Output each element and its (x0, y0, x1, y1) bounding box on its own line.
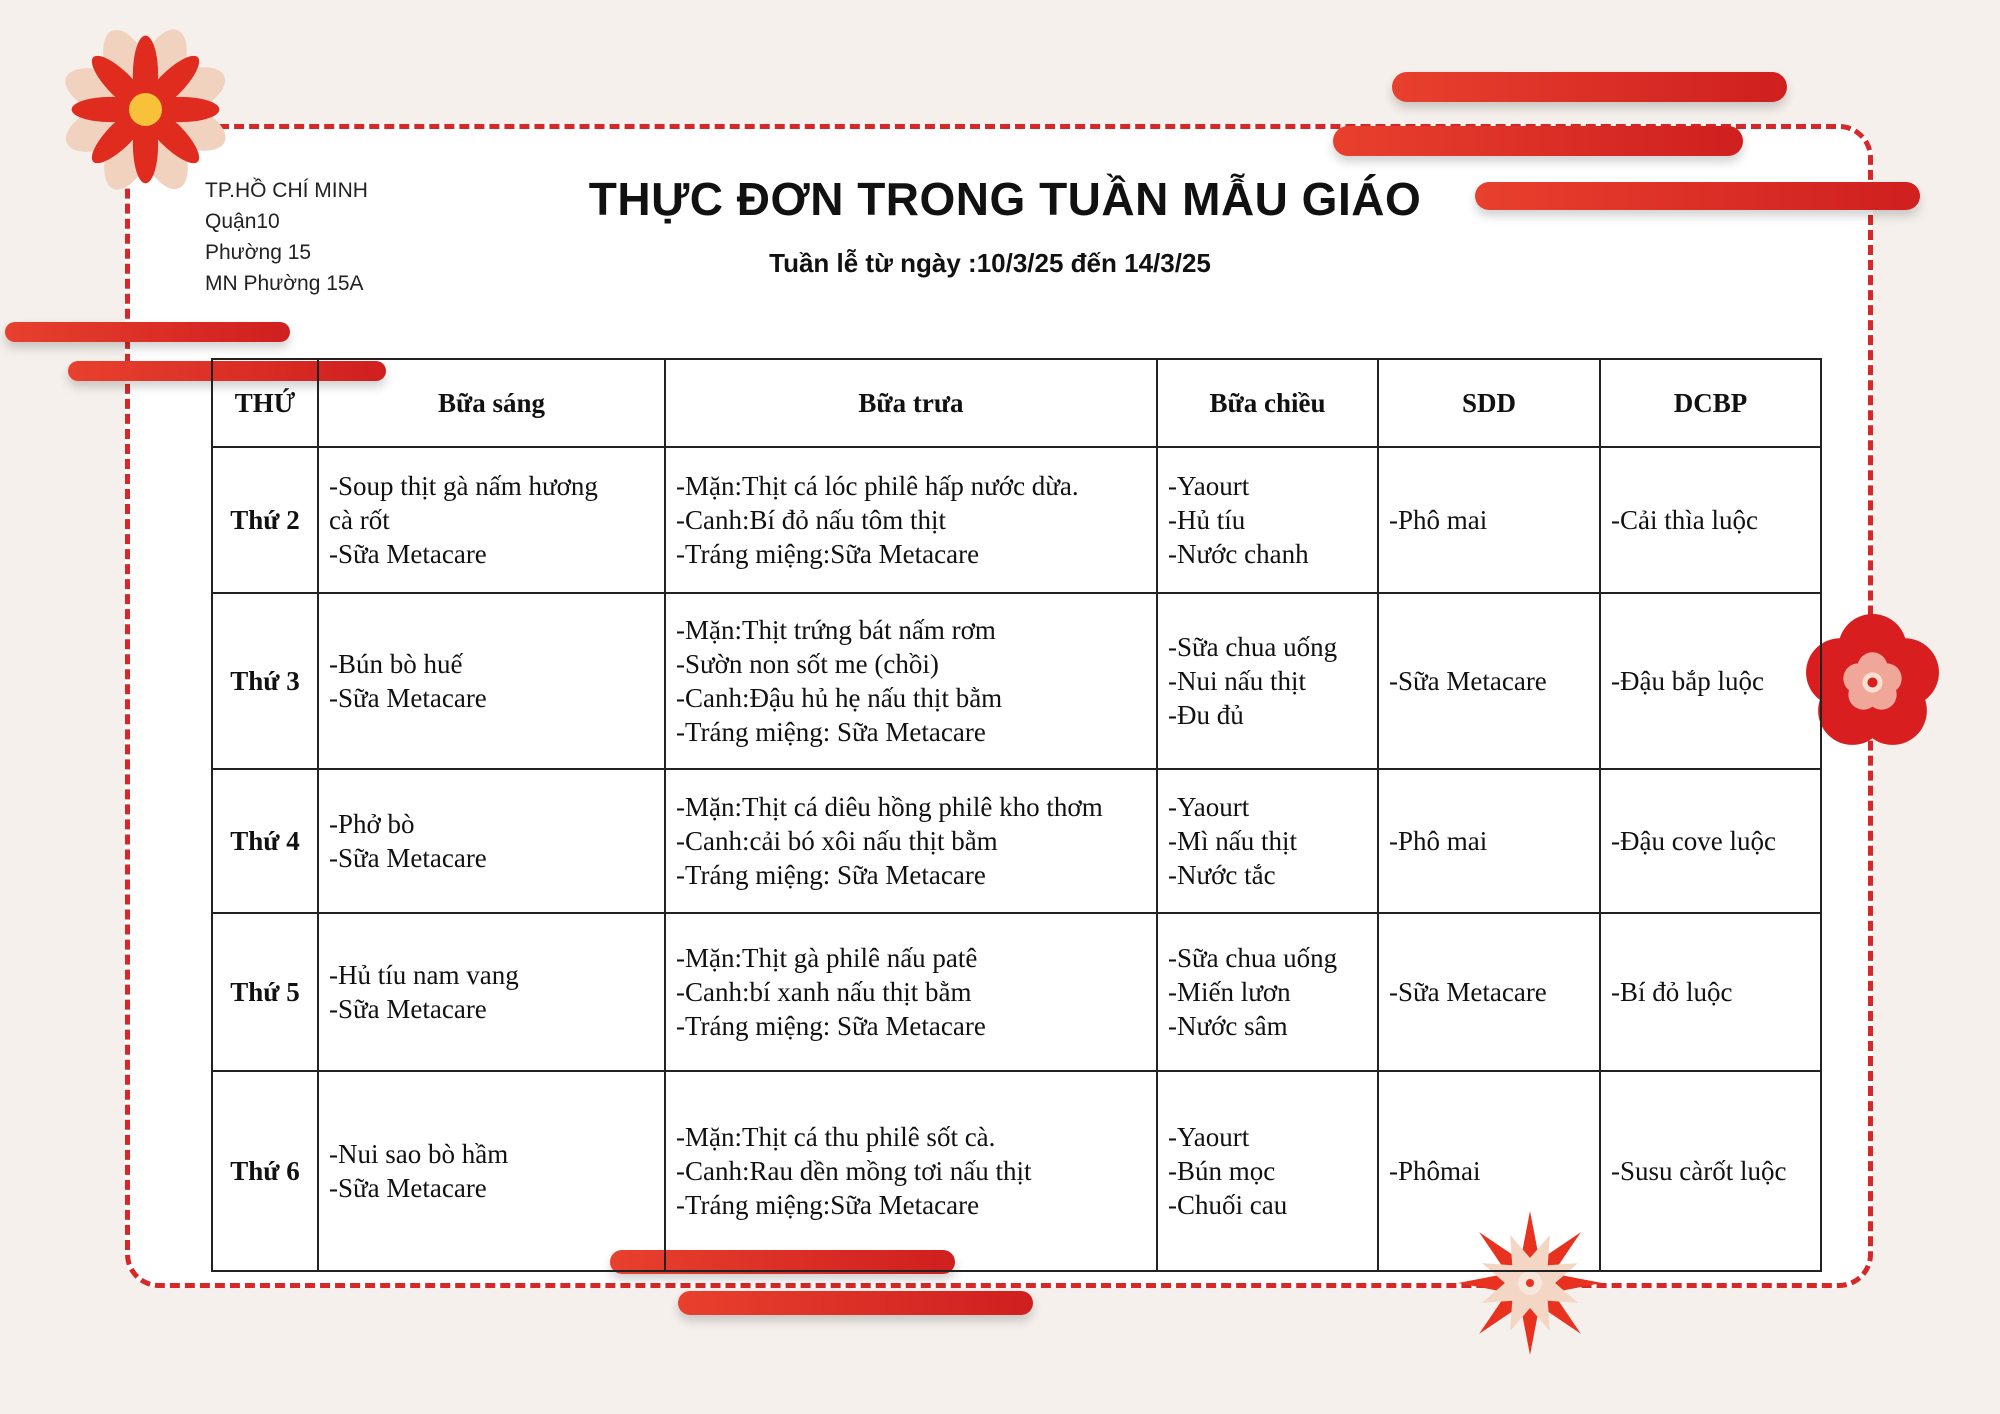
breakfast-cell (318, 913, 665, 1071)
menu-item: -Cải thìa luộc (1611, 505, 1758, 535)
menu-item: -Nui sao bò hầm (329, 1139, 509, 1169)
lunch-cell (665, 593, 1157, 769)
school-label: MN Phường 15A (205, 272, 364, 295)
dcbp-cell (1600, 769, 1821, 913)
menu-item: -Mặn:Thịt cá lóc philê hấp nước dừa. (676, 471, 1079, 501)
menu-item: -Sữa Metacare (329, 994, 487, 1024)
menu-item: -Tráng miệng: Sữa Metacare (676, 1011, 986, 1041)
week-range: Tuần lễ từ ngày :10/3/25 đến 14/3/25 (769, 248, 1211, 278)
menu-item: -Yaourt (1168, 471, 1250, 501)
menu-item: -Hủ tíu (1168, 505, 1246, 535)
menu-item: -Bí đỏ luộc (1611, 977, 1733, 1007)
menu-item: -Nước tắc (1168, 860, 1276, 890)
lunch-cell (665, 447, 1157, 593)
decor-bar (1392, 72, 1787, 102)
column-header: THỨ (212, 359, 318, 447)
menu-item: -Hủ tíu nam vang (329, 960, 519, 990)
lunch-cell (665, 913, 1157, 1071)
menu-item: -Canh:bí xanh nấu thịt bằm (676, 977, 972, 1007)
menu-item: -Mặn:Thịt cá diêu hồng philê kho thơm (676, 792, 1103, 822)
menu-item: -Sữa Metacare (1389, 666, 1547, 696)
menu-item: -Susu càrốt luộc (1611, 1156, 1787, 1186)
table-header-row (212, 359, 1821, 447)
decor-bar (678, 1291, 1033, 1315)
menu-item: -Phô mai (1389, 505, 1488, 535)
table-row (212, 913, 1821, 1071)
menu-item: -Miến lươn (1168, 977, 1291, 1007)
column-header: SDD (1378, 359, 1600, 447)
menu-item: -Nước chanh (1168, 539, 1309, 569)
column-header: Bữa chiều (1157, 359, 1378, 447)
column-header: Bữa trưa (665, 359, 1157, 447)
breakfast-cell (318, 447, 665, 593)
afternoon-cell (1157, 1071, 1378, 1271)
decor-bar (1475, 182, 1920, 210)
city-label: TP.HỒ CHÍ MINH (205, 179, 368, 202)
table-row (212, 769, 1821, 913)
menu-item: -Sữa Metacare (329, 843, 487, 873)
day-cell: Thứ 5 (212, 913, 318, 1071)
menu-item: -Đậu cove luộc (1611, 826, 1776, 856)
breakfast-cell (318, 769, 665, 913)
menu-item: -Mì nấu thịt (1168, 826, 1297, 856)
menu-item: -Nước sâm (1168, 1011, 1288, 1041)
district-label: Quận10 (205, 210, 280, 233)
decor-bar (1333, 126, 1743, 156)
weekly-menu-table (211, 358, 1822, 1272)
table-body (212, 447, 1821, 1271)
menu-item: -Sữa Metacare (329, 1173, 487, 1203)
menu-item: -Chuối cau (1168, 1190, 1288, 1220)
menu-item: -Sữa Metacare (329, 539, 487, 569)
menu-item: -Đu đủ (1168, 700, 1244, 730)
table-row (212, 447, 1821, 593)
column-header: DCBP (1600, 359, 1821, 447)
menu-item: -Canh:cải bó xôi nấu thịt bằm (676, 826, 998, 856)
decor-bar (5, 322, 290, 342)
menu-item: -Mặn:Thịt trứng bát nấm rơm (676, 615, 996, 645)
afternoon-cell (1157, 769, 1378, 913)
menu-item: -Bún mọc (1168, 1156, 1276, 1186)
menu-item: -Sữa chua uống (1168, 943, 1338, 973)
menu-item: -Sườn non sốt me (chồi) (676, 649, 939, 679)
menu-item: cà rốt (329, 505, 390, 535)
menu-item: -Nui nấu thịt (1168, 666, 1306, 696)
dcbp-cell (1600, 593, 1821, 769)
menu-item: -Yaourt (1168, 792, 1250, 822)
menu-item: -Tráng miệng: Sữa Metacare (676, 860, 986, 890)
dcbp-cell (1600, 447, 1821, 593)
menu-item: -Phô mai (1389, 826, 1488, 856)
dcbp-cell (1600, 1071, 1821, 1271)
column-header: Bữa sáng (318, 359, 665, 447)
lunch-cell (665, 769, 1157, 913)
school-info (205, 175, 368, 299)
sdd-cell (1378, 913, 1600, 1071)
menu-item: -Đậu bắp luộc (1611, 666, 1764, 696)
menu-item: -Mặn:Thịt cá thu philê sốt cà. (676, 1122, 996, 1152)
sdd-cell (1378, 447, 1600, 593)
flower-icon (58, 22, 233, 197)
breakfast-cell (318, 593, 665, 769)
menu-item: -Sữa chua uống (1168, 632, 1338, 662)
menu-item: -Soup thịt gà nấm hương (329, 471, 598, 501)
dcbp-cell (1600, 913, 1821, 1071)
lunch-cell (665, 1071, 1157, 1271)
sdd-cell (1378, 593, 1600, 769)
menu-item: -Tráng miệng: Sữa Metacare (676, 717, 986, 747)
afternoon-cell (1157, 447, 1378, 593)
day-cell: Thứ 2 (212, 447, 318, 593)
menu-item: -Sữa Metacare (1389, 977, 1547, 1007)
day-cell: Thứ 3 (212, 593, 318, 769)
day-cell: Thứ 6 (212, 1071, 318, 1271)
menu-item: -Tráng miệng:Sữa Metacare (676, 1190, 980, 1220)
menu-item: -Mặn:Thịt gà philê nấu patê (676, 943, 978, 973)
menu-item: -Canh:Rau dền mồng tơi nấu thịt (676, 1156, 1032, 1186)
afternoon-cell (1157, 593, 1378, 769)
menu-item: -Sữa Metacare (329, 683, 487, 713)
page-title: THỰC ĐƠN TRONG TUẦN MẪU GIÁO (588, 173, 1422, 225)
menu-item: -Tráng miệng:Sữa Metacare (676, 539, 980, 569)
sdd-cell (1378, 769, 1600, 913)
menu-item: -Canh:Đậu hủ hẹ nấu thịt bằm (676, 683, 1003, 713)
sdd-cell (1378, 1071, 1600, 1271)
menu-item: -Canh:Bí đỏ nấu tôm thịt (676, 505, 946, 535)
afternoon-cell (1157, 913, 1378, 1071)
ward-label: Phường 15 (205, 241, 312, 264)
menu-item: -Phômai (1389, 1156, 1481, 1186)
breakfast-cell (318, 1071, 665, 1271)
menu-item: -Yaourt (1168, 1122, 1250, 1152)
menu-item: -Phở bò (329, 809, 415, 839)
table-row (212, 593, 1821, 769)
table-row (212, 1071, 1821, 1271)
day-cell: Thứ 4 (212, 769, 318, 913)
menu-item: -Bún bò huế (329, 649, 463, 679)
